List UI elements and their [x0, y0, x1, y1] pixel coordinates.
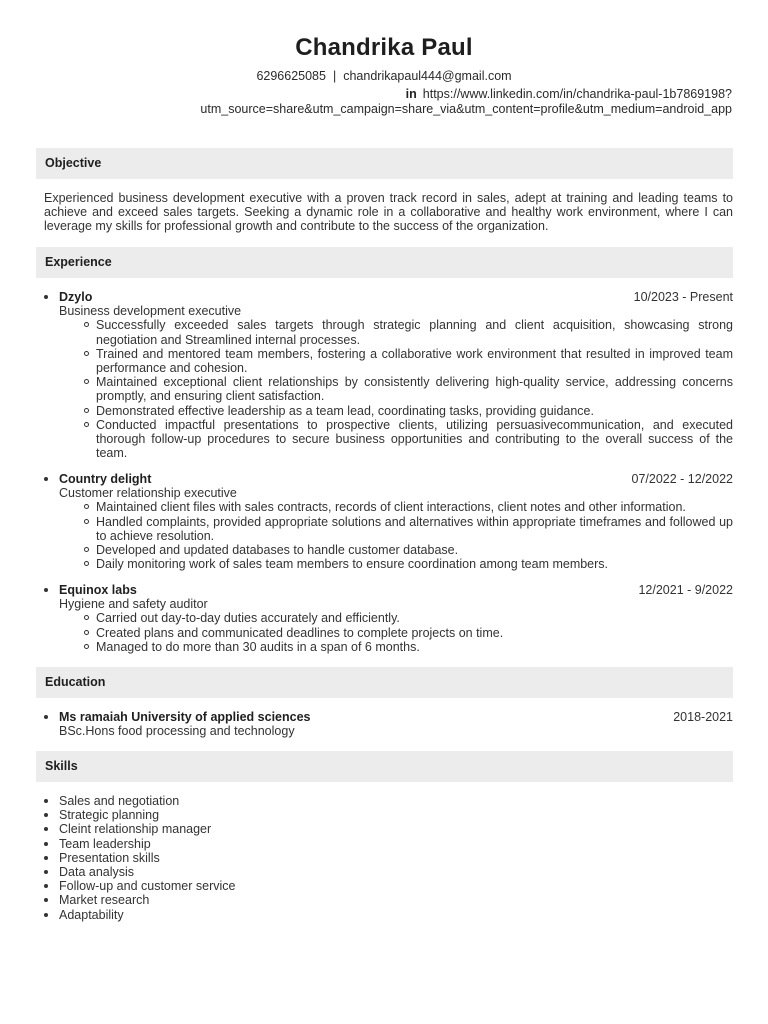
candidate-name: Chandrika Paul [295, 34, 473, 61]
linkedin-icon: in [405, 87, 417, 101]
experience-heading: Experience [36, 247, 733, 278]
employment-dates: 10/2023 - Present [633, 290, 733, 304]
responsibility-item: Handled complaints, provided appropriate solutions and alternatives within appropriate timeframes and followed up to achieve resolution. [96, 514, 733, 543]
skill-item: Market research [59, 893, 733, 907]
job-title: Customer relationship executive [59, 486, 237, 501]
employment-dates: 07/2022 - 12/2022 [631, 472, 733, 486]
skills-block [44, 794, 733, 922]
responsibility-list [44, 318, 733, 460]
company-name: Country delight [59, 472, 152, 486]
education-entry [44, 710, 733, 738]
responsibility-item: Trained and mentored team members, fostering a collaborative work environment that resulted in improved team performance and cohesion. [96, 346, 733, 375]
linkedin-url-line-2: utm_source=share&utm_campaign=share_via&utm_content=profile&utm_medium=android_app [200, 102, 732, 116]
job-title: Business development executive [59, 304, 242, 319]
responsibility-item: Maintained exceptional client relationships by consistently delivering high-quality service, addressing concerns promptly, and ensuring client satisfaction. [96, 375, 733, 404]
education-heading: Education [36, 667, 733, 698]
degree-name: BSc.Hons food processing and technology [59, 724, 295, 739]
objective-heading: Objective [36, 148, 733, 179]
skill-item: Presentation skills [59, 851, 733, 865]
skill-item: Sales and negotiation [59, 794, 733, 808]
entry-bullet [44, 477, 48, 481]
company-name: Equinox labs [59, 583, 137, 597]
experience-entry-equinox-labs [44, 583, 733, 654]
linkedin-url-line-1: https://www.linkedin.com/in/chandrika-paul-1b7869198? [422, 87, 732, 101]
responsibility-item: Daily monitoring work of sales team members to ensure coordination among team members. [96, 557, 733, 571]
responsibility-item: Developed and updated databases to handle customer database. [96, 543, 733, 557]
entry-bullet [44, 295, 48, 299]
responsibility-list [44, 500, 733, 571]
job-title: Hygiene and safety auditor [59, 597, 208, 612]
skill-item: Strategic planning [59, 808, 733, 822]
skill-item: Adaptability [59, 908, 733, 922]
education-dates: 2018-2021 [673, 710, 733, 724]
responsibility-item: Managed to do more than 30 audits in a span of 6 months. [96, 640, 733, 654]
experience-entry-dzylo [44, 290, 733, 460]
skill-item: Cleint relationship manager [59, 822, 733, 836]
responsibility-item: Successfully exceeded sales targets through strategic planning and client acquisition, showcasing strong negotiation and Streamlined internal processes. [96, 318, 733, 347]
skill-item: Data analysis [59, 865, 733, 879]
contact-line [0, 69, 768, 83]
phone-number: 6296625085 [256, 69, 326, 83]
responsibility-list [44, 611, 733, 654]
linkedin-link[interactable] [132, 87, 732, 117]
skills-list [44, 794, 733, 922]
skill-item: Follow-up and customer service [59, 879, 733, 893]
entry-bullet [44, 588, 48, 592]
responsibility-item: Created plans and communicated deadlines to complete projects on time. [96, 626, 733, 640]
institution-name: Ms ramaiah University of applied sciences [59, 710, 311, 724]
email-address: chandrikapaul444@gmail.com [343, 69, 512, 83]
responsibility-item: Carried out day-to-day duties accurately and efficiently. [96, 611, 733, 625]
employment-dates: 12/2021 - 9/2022 [638, 583, 733, 597]
company-name: Dzylo [59, 290, 93, 304]
responsibility-item: Maintained client files with sales contracts, records of client interactions, client notes and other information. [96, 500, 733, 514]
responsibility-item: Conducted impactful presentations to prospective clients, utilizing persuasivecommunication, and executed thorough follow-up procedures to secure business opportunities and contributing to the overall success of the team. [96, 417, 733, 461]
entry-bullet [44, 715, 48, 719]
objective-text: Experienced business development executive with a proven track record in sales, adept at training and leading teams to achieve and exceed sales targets. Seeking a dynamic role in a collaborative and healthy work environment, where I can leverage my skills for professional growth and contribute to the success of the organization. [44, 191, 733, 234]
responsibility-item: Demonstrated effective leadership as a team lead, coordinating tasks, providing guidance. [96, 404, 733, 418]
experience-entry-country-delight [44, 472, 733, 571]
skill-item: Team leadership [59, 837, 733, 851]
skills-heading: Skills [36, 751, 733, 782]
contact-separator: | [332, 69, 337, 83]
